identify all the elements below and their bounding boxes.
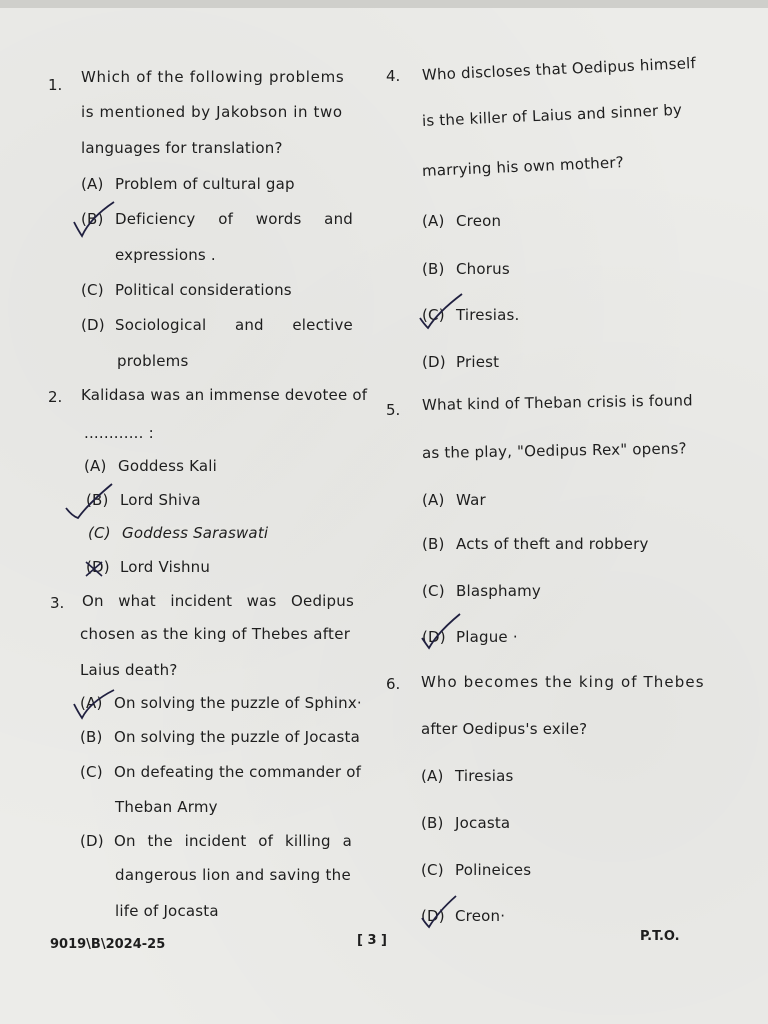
q3-option-c-cont: Theban Army [115, 798, 218, 816]
q2-number: 2. [48, 388, 63, 406]
q5-line-2: as the play, "Oedipus Rex" opens? [421, 439, 687, 462]
q6-number: 6. [386, 675, 401, 693]
option-word: incident [184, 832, 247, 850]
option-text: Priest [456, 353, 500, 371]
option-word: killing [284, 832, 331, 850]
option-text: Acts of theft and robbery [456, 535, 649, 553]
option-label: (D) [422, 628, 446, 646]
option-label: (B) [422, 260, 445, 278]
option-text: Problem of cultural gap [115, 175, 295, 193]
option-label: (A) [84, 457, 107, 475]
option-label: (A) [422, 212, 445, 230]
q4-option-d [422, 353, 499, 371]
q1-option-d [81, 316, 353, 334]
page-number: [ 3 ] [357, 933, 387, 948]
option-text: Polineices [455, 861, 532, 879]
option-text: Political considerations [115, 281, 292, 299]
option-text: Plague · [456, 628, 518, 646]
q4-line-3: marrying his own mother? [421, 153, 625, 180]
pto-label: P.T.O. [640, 929, 680, 944]
q3-option-c [80, 763, 361, 781]
option-word: words [255, 210, 302, 228]
q5-line-1: What kind of Theban crisis is found [421, 391, 693, 414]
q4-option-a [422, 212, 501, 230]
option-label: (A) [81, 175, 104, 193]
q4-line-2: is the killer of Laius and sinner by [421, 100, 683, 130]
q6-line-1-text: Who becomes the king of Thebes [421, 673, 705, 691]
option-text: Creon· [455, 907, 506, 925]
q1-number: 1. [48, 76, 63, 94]
q5-option-c [422, 582, 541, 600]
question-word: was [246, 592, 277, 610]
option-word: Deficiency [115, 210, 196, 228]
option-word: On [114, 832, 136, 850]
q1-option-d-cont: problems [117, 352, 189, 370]
q4-line-1: Who discloses that Oedipus himself [421, 54, 697, 84]
option-text: War [456, 491, 486, 509]
option-text: Tiresias [455, 767, 514, 785]
q4-option-b [422, 260, 510, 278]
q5-option-a [422, 491, 486, 509]
option-text: Goddess Kali [118, 457, 217, 475]
option-label: (C) [422, 582, 445, 600]
q3-option-d-cont-2: life of Jocasta [115, 902, 219, 920]
option-word: of [218, 210, 234, 228]
option-label: (C) [80, 763, 103, 781]
option-label: (D) [422, 353, 446, 371]
option-label: (C) [421, 861, 444, 879]
question-word: Oedipus [291, 592, 354, 610]
option-word: Sociological [115, 316, 207, 334]
q5-number: 5. [386, 401, 401, 419]
option-label: (C) [88, 524, 111, 542]
option-text: Lord Vishnu [120, 558, 211, 576]
option-label: (A) [80, 694, 103, 712]
option-label: (D) [81, 316, 105, 334]
option-text: Tiresias. [456, 306, 520, 324]
option-label: (A) [422, 491, 445, 509]
option-word: and [324, 210, 353, 228]
q3-line-1 [82, 592, 354, 610]
option-label: (B) [422, 535, 445, 553]
q1-line-1 [81, 68, 353, 86]
option-label: (D) [421, 907, 445, 925]
cross-mark-icon [82, 558, 108, 580]
scan-edge [0, 0, 768, 8]
option-text: On solving the puzzle of Jocasta [114, 728, 360, 746]
q1-option-b [81, 210, 353, 228]
option-word: elective [292, 316, 353, 334]
q3-option-b [80, 728, 360, 746]
option-word: and [234, 316, 264, 334]
option-word: a [342, 832, 352, 850]
q3-option-d [80, 832, 352, 850]
q4-number: 4. [386, 67, 401, 85]
q1-line-1-text: Which of the following problems [81, 68, 345, 86]
answer-tick-mark-icon [416, 292, 466, 332]
q3-line-3: Laius death? [80, 661, 178, 679]
option-text: Creon [456, 212, 502, 230]
question-word: what [118, 592, 156, 610]
option-label: (B) [80, 728, 103, 746]
q1-line-3: languages for translation? [81, 139, 283, 157]
option-text: Chorus [456, 260, 510, 278]
q6-line-2: after Oedipus's exile? [421, 720, 588, 738]
answer-tick-mark-icon [64, 482, 116, 522]
q3-line-2: chosen as the king of Thebes after [80, 625, 351, 643]
option-label: (B) [86, 491, 109, 509]
q1-line-2: is mentioned by Jakobson in two [81, 103, 343, 121]
option-text: Goddess Saraswati [122, 524, 269, 542]
q3-option-a [80, 694, 362, 712]
q6-option-c [421, 861, 531, 879]
q1-option-a [81, 175, 295, 193]
option-word: the [147, 832, 173, 850]
q2-option-a [84, 457, 217, 475]
q3-option-d-cont-1: dangerous lion and saving the [115, 866, 352, 884]
option-label: (B) [81, 210, 104, 228]
option-word: of [258, 832, 274, 850]
question-word: On [82, 592, 104, 610]
answer-tick-mark-icon [418, 612, 464, 652]
q5-option-b [422, 535, 649, 553]
q3-number: 3. [50, 594, 65, 612]
option-text: Lord Shiva [120, 491, 201, 509]
answer-tick-mark-icon [418, 894, 460, 930]
option-text: On solving the puzzle of Sphinx· [114, 694, 362, 712]
option-label: (C) [81, 281, 104, 299]
q6-option-b [421, 814, 510, 832]
q6-line-1 [421, 673, 705, 691]
option-label: (B) [421, 814, 444, 832]
option-text: Jocasta [455, 814, 511, 832]
q1-option-b-cont: expressions . [115, 246, 216, 264]
option-label: (C) [422, 306, 445, 324]
q2-line-1: Kalidasa was an immense devotee of [81, 386, 368, 404]
q2-line-2: ............ : [84, 424, 154, 442]
q2-option-c [88, 524, 268, 542]
option-text: On defeating the commander of [114, 763, 362, 781]
answer-tick-mark-icon [70, 688, 118, 722]
question-word: incident [170, 592, 233, 610]
option-label: (A) [421, 767, 444, 785]
option-text: Blasphamy [456, 582, 541, 600]
q1-option-c [81, 281, 292, 299]
option-label: (D) [80, 832, 104, 850]
paper-code: 9019\B\2024-25 [50, 937, 166, 952]
option-label: (D) [86, 558, 110, 576]
q6-option-a [421, 767, 514, 785]
answer-tick-mark-icon [70, 200, 118, 240]
